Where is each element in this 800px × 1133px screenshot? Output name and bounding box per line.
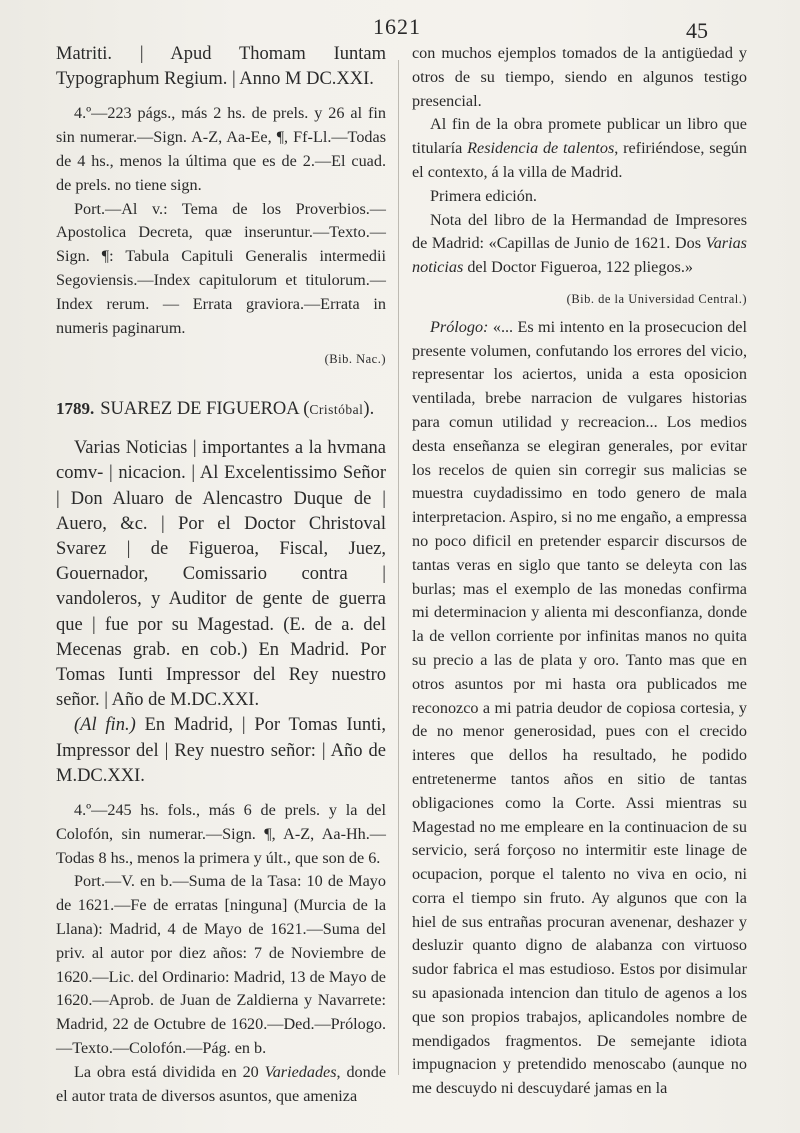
entry-title: Varias Noticias | importantes a la hvmana comv- | nicacion. | Al Excelentissimo Señor | Don Aluaro de Alencastro Duque de | Auero, &c. | Por el Doctor Christoval Svarez | de Figueroa, Fiscal, Juez, Gouernador, Comissario contra | vandoleros, y Auditor de gente de guerra que | fue por su Magestad. (E. de a. del Mecenas grab. en cob.) En Madrid. Por Tomas Iunti Impressor del Rey nuestro señor. | Año de M.DC.XXI.: [56, 438, 386, 711]
column-divider: [398, 60, 399, 1075]
note-italic: Variedades: [264, 1062, 337, 1081]
para1-end: , refiriéndose, según el contexto, á la villa de Madrid.: [412, 139, 747, 181]
entry-heading: [56, 396, 386, 422]
note-end: , donde el autor trata de diversos asuntos, que ameniza: [56, 1062, 386, 1105]
residencia-note: [412, 113, 747, 184]
previous-entry-collation: 4.º—223 págs., más 2 hs. de prels. y 26 al fin sin numerar.—Sign. A-Z, Aa-Ee, ¶, Ff-Ll.—Todas de 4 hs., menos la última que es de 2.—El cuad. de prels. no tiene sign.: [56, 104, 386, 194]
note-start: La obra está dividida en 20: [74, 1062, 265, 1081]
para1-start: Al fin de la obra promete publicar un libro que titularía: [412, 115, 747, 158]
entry-author-forename: Cristóbal: [309, 402, 364, 418]
previous-entry-source: (Bib. Nac.): [324, 352, 386, 367]
entry-author: SUAREZ DE FIGUEROA (: [100, 399, 310, 420]
entry-note: [56, 1061, 386, 1109]
para1-italic: Residencia de talentos: [467, 139, 615, 158]
para3-start: Nota del libro de la Hermandad de Impresores de Madrid: «Capillas de Junio de 1621. Dos: [412, 210, 747, 253]
entry-author-end: ).: [363, 399, 375, 420]
edition-note: Primera edición.: [430, 186, 537, 205]
hermandad-note: [412, 209, 747, 280]
entry-source: (Bib. de la Universidad Central.): [566, 291, 747, 306]
prologue-label: Prólogo:: [430, 317, 489, 336]
previous-entry-imprint: Matriti. | Apud Thomam Iuntam Typographum Regium. | Anno M DC.XXI.: [56, 44, 386, 90]
left-column: [56, 42, 386, 1108]
entry-colophon: [56, 713, 386, 789]
prologue-text: «... Es mi intento en la prosecucion del presente volumen, confutando los errores del vicio, representar los aciertos, unida a esta oposicion ventilada, brebe narracion de vulgares historias para comun utilidad y recreacion... Los medios desta enseñanza se elegiran generales, por evitar los recelos de quien sin corregir sus malicias se muestra cuydadissimo en todo genero de mala interpretacion. Aspiro, si no me engaño, a empressa no poco dificil en pretender esparcir discursos de tantas veras en siglo que tanto se deleyta con las burlas; mas el exemplo de las monedas confirma mi determinacion y alienta mi desconfianza, donde la de vellon corriente por infinitas manos no quita su precio a las de plata y oro. Tanto mas que en otros asuntos por mi hasta ora publicados me reconozco a mi patria deudor de copiosa cortesia, y de no menor generosidad, pues con el crecido interes que dellos ha resultado, he podido entretenerme tantos años en sitio de tantas obligaciones como la Corte. Assi mientras su Magestad no me empleare en la continuacion de su servicio, será forçoso no intermitir este linage de ocupacion, porque el talento no viva en ocio, ni corra el tiempo sin fruto. Ay algunos que con la hiel de sus entrañas procuran avenenar, deshazer y desluzir quanto digno de alabanza con virtuoso sudor fabrica el mas estudioso. Estos por disimular su apasionada intencion dan titulo de agenos a los que son propios trabajos, aplicandoles nombre de mendigados fragmentos. De semejante idiota impugnacion y pretendido menoscabo (aunque no me descuydo ni descuydaré jamas en la: [412, 317, 747, 1098]
entry-contents: Port.—V. en b.—Suma de la Tasa: 10 de Mayo de 1621.—Fe de erratas [ninguna] (Murcia de la Llana): Madrid, 4 de Mayo de 1621.—Suma del priv. al autor por diez años: 7 de Noviembre de 1620.—Lic. del Ordinario: Madrid, 13 de Mayo de 1620.—Aprob. de Juan de Zaldierna y Navarrete: Madrid, 22 de Octubre de 1620.—Ded.—Prólogo.—Texto.—Colofón.—Pág. en b.: [56, 872, 386, 1057]
prologue-excerpt: [412, 316, 747, 1101]
para3-italic: Varias noticias: [412, 234, 747, 277]
previous-entry-contents: Port.—Al v.: Tema de los Proverbios.—Apostolica Decreta, quæ inseruntur.—Texto.—Sign. ¶: Tabula Capituli Generalis intermedii Segoviensis.—Index capitulorum et titulorum.—Index rerum. — Errata graviora.—Errata in numeris paginarum.: [56, 199, 386, 337]
page-number: 45: [686, 18, 708, 43]
entry-collation: 4.º—245 hs. fols., más 6 de prels. y la del Colofón, sin numerar.—Sign. ¶, A-Z, Aa-Hh.—Todas 8 hs., menos la primera y últ., que son de 6.: [56, 801, 386, 867]
page-header: [0, 14, 800, 42]
note-continuation: con muchos ejemplos tomados de la antigüedad y otros de su tiempo, siendo en algunos testigo presencial.: [412, 44, 747, 110]
colophon-text: En Madrid, | Por Tomas Iunti, Impressor del | Rey nuestro señor: | Año de M.DC.XXI.: [56, 715, 387, 786]
right-column: [412, 42, 747, 1101]
para3-end: del Doctor Figueroa, 122 pliegos.»: [463, 258, 693, 277]
colophon-label: (Al fin.): [74, 715, 136, 736]
running-head-year: 1621: [373, 14, 421, 39]
entry-number: 1789.: [56, 399, 95, 419]
